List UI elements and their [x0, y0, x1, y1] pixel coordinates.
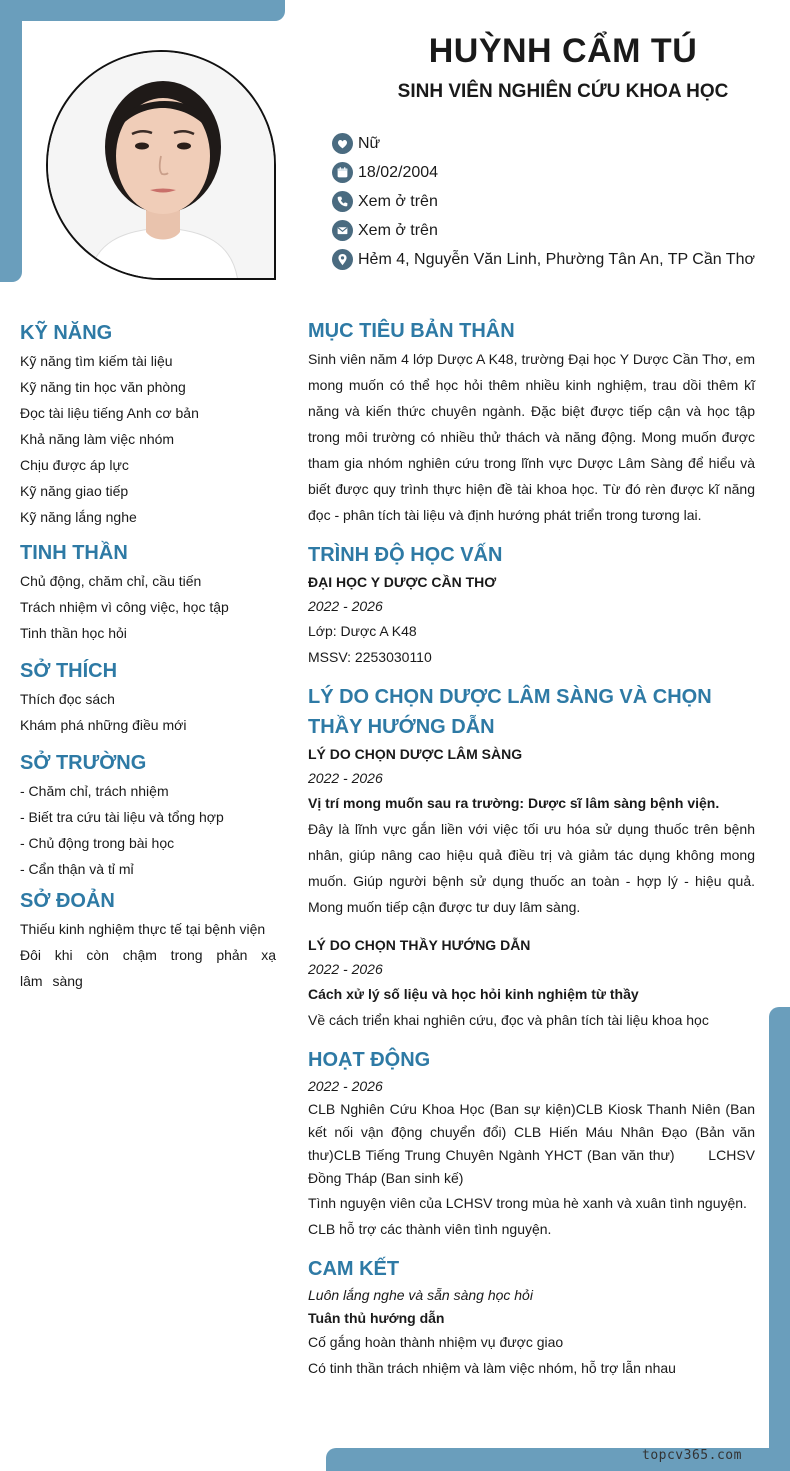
list-item: Tinh thần học hỏi [20, 625, 127, 641]
gender-text: Nữ [358, 134, 381, 152]
birthday-text: 18/02/2004 [358, 163, 439, 181]
clinical-reason-date: 2022 - 2026 [308, 770, 383, 786]
contact-birthday [332, 158, 755, 187]
top-accent-bar [0, 0, 285, 21]
email-text: Xem ở trên [358, 221, 438, 239]
contact-list [332, 129, 755, 274]
left-accent-bar [0, 0, 22, 282]
list-item: Chịu được áp lực [20, 457, 129, 473]
spirit-title: TINH THẦN [20, 542, 128, 564]
mentor-reason-date: 2022 - 2026 [308, 961, 383, 977]
education-title: TRÌNH ĐỘ HỌC VẤN [308, 544, 503, 566]
candidate-name: HUỲNH CẨM TÚ [428, 32, 698, 70]
address-text: Hẻm 4, Nguyễn Văn Linh, Phường Tân An, TP Cần Thơ [358, 250, 755, 268]
calendar-icon [332, 162, 353, 183]
list-item: Chủ động, chăm chỉ, cầu tiến [20, 573, 202, 589]
clinical-reason-headline: Vị trí mong muốn sau ra trường: Dược sĩ lâm sàng bệnh viện. [308, 795, 720, 811]
reasons-title: LÝ DO CHỌN DƯỢC LÂM SÀNG VÀ CHỌN THẦY HƯỚNG DẪN [308, 686, 712, 738]
profile-photo [46, 50, 276, 280]
education-section [308, 540, 755, 670]
commitment-headline: Tuân thủ hướng dẫn [308, 1310, 445, 1326]
education-date: 2022 - 2026 [308, 598, 383, 614]
list-item: - Cẩn thận và tỉ mỉ [20, 861, 134, 877]
activities-line-2: Tình nguyện viên của LCHSV trong mùa hè xanh và xuân tình nguyện. [308, 1195, 747, 1211]
contact-address [332, 245, 755, 274]
left-column [20, 318, 276, 998]
weaknesses-section [20, 886, 276, 994]
weaknesses-title: SỞ ĐOẢN [20, 890, 115, 912]
contact-gender [332, 129, 755, 158]
list-item: Đôi khi còn chậm trong phản xạ lâm sàng [20, 947, 276, 989]
school-name: ĐẠI HỌC Y DƯỢC CẦN THƠ [308, 574, 497, 590]
activities-title: HOẠT ĐỘNG [308, 1049, 431, 1071]
clinical-reason-title: LÝ DO CHỌN DƯỢC LÂM SÀNG [308, 746, 523, 762]
email-icon [332, 220, 353, 241]
activities-text: CLB Nghiên Cứu Khoa Học (Ban sự kiện)CLB Kiosk Thanh Niên (Ban kết nối vận động chuyển đổi) CLB Hiến Máu Nhân Đạo (Bản văn thư)CLB Tiếng Trung Chuyên Ngành YHCT (Ban văn thư) LCHSV Đồng Tháp (Ban sinh kế) [308, 1101, 759, 1186]
list-item: Kỹ năng tin học văn phòng [20, 379, 186, 395]
commitment-section [308, 1254, 755, 1381]
list-item: Kỹ năng tìm kiếm tài liệu [20, 353, 173, 369]
location-icon [332, 249, 353, 270]
list-item: Khám phá những điều mới [20, 717, 187, 733]
gender-icon [332, 133, 353, 154]
right-column [308, 316, 759, 1393]
portrait-illustration [48, 52, 276, 280]
activities-line-3: CLB hỗ trợ các thành viên tình nguyện. [308, 1221, 552, 1237]
commitment-line-1: Cố gắng hoàn thành nhiệm vụ được giao [308, 1334, 564, 1350]
strengths-section [20, 748, 276, 882]
hobbies-section [20, 656, 276, 738]
commitment-line-2: Có tinh thần trách nhiệm và làm việc nhóm, hỗ trợ lẫn nhau [308, 1360, 676, 1376]
right-accent-bar [769, 1007, 790, 1471]
list-item: Kỹ năng giao tiếp [20, 483, 129, 499]
mentor-reason-text: Về cách triển khai nghiên cứu, đọc và phân tích tài liệu khoa học [308, 1012, 709, 1028]
objective-section [308, 316, 755, 528]
commitment-intro: Luôn lắng nghe và sẵn sàng học hỏi [308, 1287, 533, 1303]
list-item: Thích đọc sách [20, 691, 115, 707]
commitment-title: CAM KẾT [308, 1258, 400, 1280]
education-student-id: MSSV: 2253030110 [308, 649, 432, 665]
list-item: Đọc tài liệu tiếng Anh cơ bản [20, 405, 199, 421]
activities-date: 2022 - 2026 [308, 1078, 383, 1094]
objective-title: MỤC TIÊU BẢN THÂN [308, 320, 515, 342]
reasons-section [308, 682, 755, 1033]
list-item: Khả năng làm việc nhóm [20, 431, 175, 447]
skills-section [20, 318, 276, 530]
contact-phone [332, 187, 755, 216]
objective-text: Sinh viên năm 4 lớp Dược A K48, trường Đại học Y Dược Cần Thơ, em mong muốn có thể học hỏi thêm nhiều kinh nghiệm, trau dồi thêm kĩ năng và kiến thức chuyên ngành. Đặc biệt được tiếp cận và học tập trong môi trường có nhiều thử thách và năng động. Mong muốn được tham gia nhóm nghiên cứu trong lĩnh vực Dược Lâm Sàng để hiểu và biết được quy trình thực hiện đề tài khoa học. Từ đó rèn được kĩ năng đọc - phân tích tài liệu và định hướng phát triển trong tương lai. [308, 351, 755, 523]
skills-title: KỸ NĂNG [20, 322, 113, 344]
candidate-role: SINH VIÊN NGHIÊN CỨU KHOA HỌC [397, 81, 729, 102]
list-item: - Chủ động trong bài học [20, 835, 175, 851]
strengths-title: SỞ TRƯỜNG [20, 752, 147, 774]
list-item: - Biết tra cứu tài liệu và tổng hợp [20, 809, 224, 825]
watermark: topcv365.com [642, 1448, 742, 1463]
education-class: Lớp: Dược A K48 [308, 623, 417, 639]
list-item: - Chăm chỉ, trách nhiệm [20, 783, 169, 799]
activities-section [308, 1045, 759, 1242]
contact-email [332, 216, 755, 245]
list-item: Kỹ năng lắng nghe [20, 509, 137, 525]
clinical-reason-text: Đây là lĩnh vực gắn liền với việc tối ưu hóa sử dụng thuốc trên bệnh nhân, giúp nâng cao hiệu quả điều trị và giảm tác dụng không mong muốn. Giúp người bệnh sử dụng thuốc an toàn - hợp lý - hiệu quả. Mong muốn tiếp cận được tư duy lâm sàng. [308, 821, 755, 915]
mentor-reason-title: LÝ DO CHỌN THẦY HƯỚNG DẪN [308, 937, 531, 953]
mentor-reason-headline: Cách xử lý số liệu và học hỏi kinh nghiệm từ thầy [308, 986, 639, 1002]
phone-text: Xem ở trên [358, 192, 438, 210]
hobbies-title: SỞ THÍCH [20, 660, 118, 682]
spirit-section [20, 538, 276, 646]
phone-icon [332, 191, 353, 212]
list-item: Trách nhiệm vì công việc, học tập [20, 599, 229, 615]
list-item: Thiếu kinh nghiệm thực tế tại bệnh viện [20, 921, 266, 937]
